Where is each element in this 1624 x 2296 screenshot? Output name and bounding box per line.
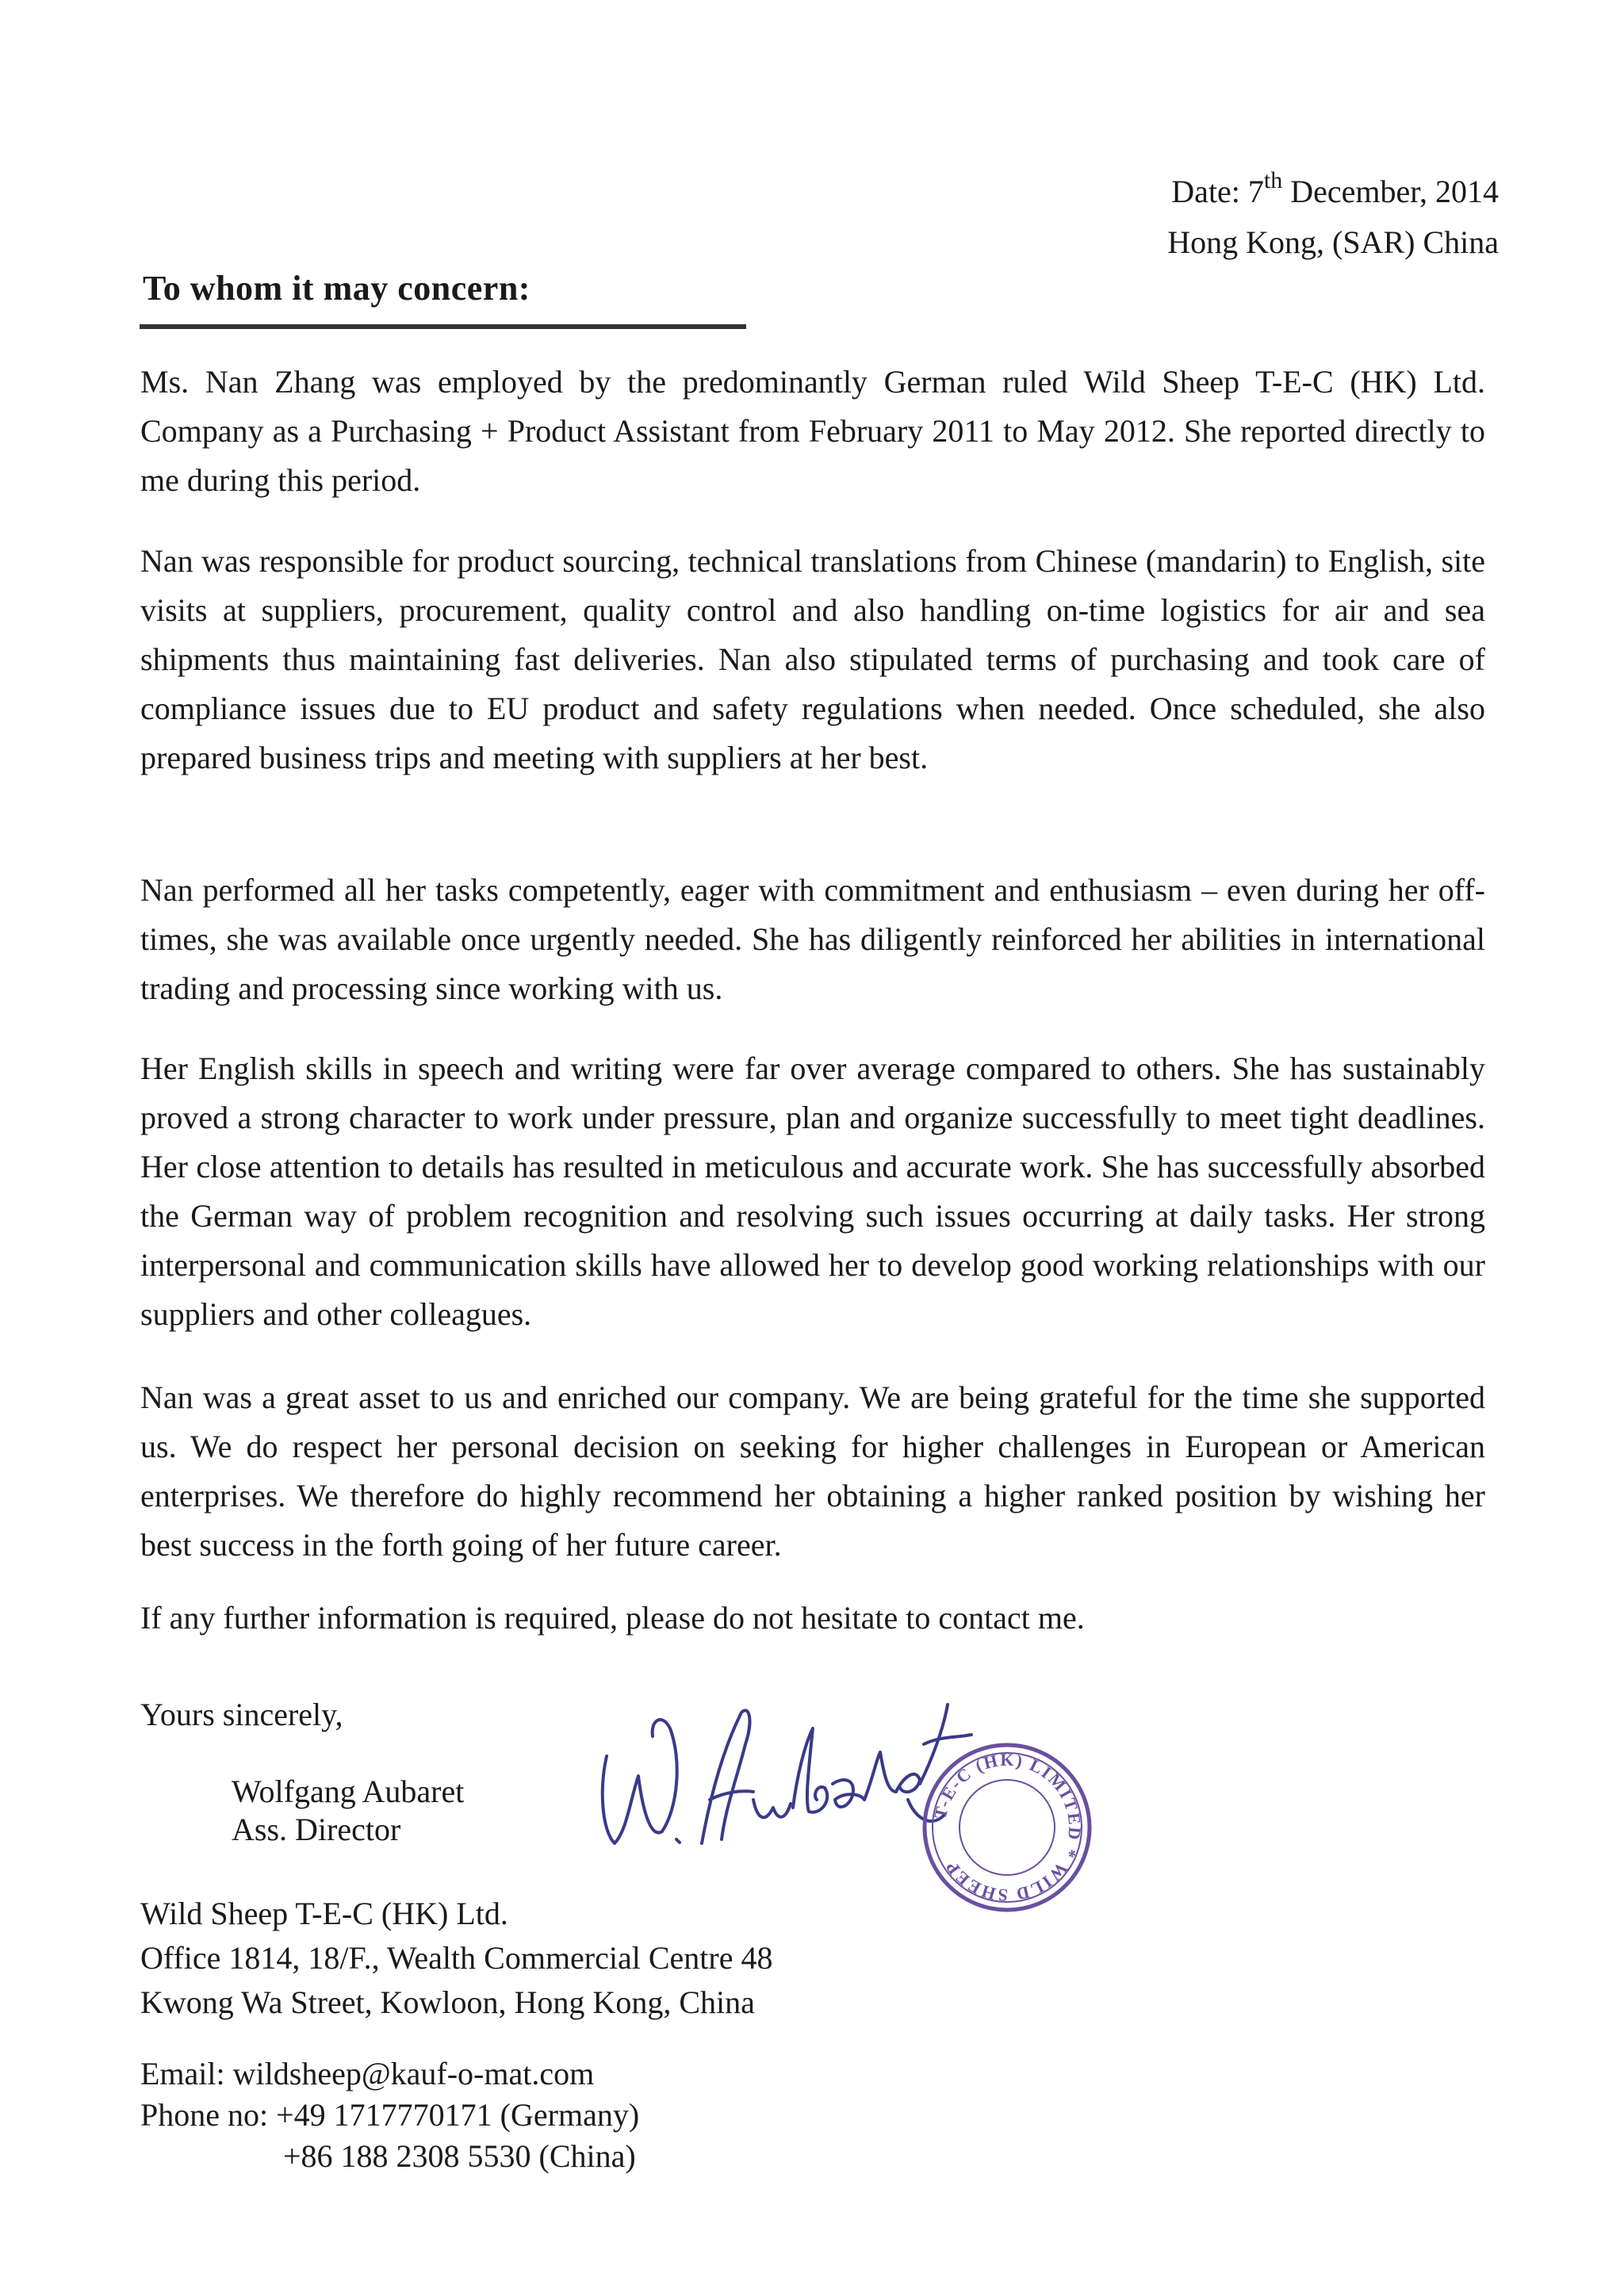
date-block — [1031, 166, 1499, 268]
body-paragraph-2: Nan was responsible for product sourcing, technical translations from Chinese (mandarin) to English, site visits at suppliers, procurement, quality control and also handling on-time logistics for air and sea shipments thus maintaining fast deliveries. Nan also stipulated terms of purchasing and took care of compliance issues due to EU product and safety regulations when needed. Once scheduled, she also prepared business trips and meeting with suppliers at her best. — [140, 543, 1485, 775]
signatory-title: Ass. Director — [232, 1812, 401, 1847]
company-stamp — [920, 1740, 1094, 1915]
contact-phone-germany: Phone no: +49 1717770171 (Germany) — [140, 2097, 640, 2133]
salutation-underline — [140, 324, 746, 329]
body-paragraph-5: Nan was a great asset to us and enriched our company. We are being grateful for the time she supported us. We do respect her personal decision on seeking for higher challenges in European or American enterprises. We therefore do highly recommend her obtaining a higher ranked position by wishing her best success in the forth going of her future career. — [140, 1380, 1485, 1563]
signoff: Yours sincerely, — [140, 1697, 343, 1732]
body-paragraph-3: Nan performed all her tasks competently, eager with commitment and enthusiasm – even during her off-times, she was available once urgently needed. She has diligently reinforced her abilities in international trading and processing since working with us. — [140, 872, 1485, 1006]
closing-note: If any further information is required, please do not hesitate to contact me. — [140, 1600, 1085, 1636]
body-paragraph-4: Her English skills in speech and writing were far over average compared to others. She has sustainably proved a strong character to work under pressure, plan and organize successfully to meet tight deadlines. Her close attention to details has resulted in meticulous and accurate work. She has successfully absorbed the German way of problem recognition and resolving such issues occurring at daily tasks. Her strong interpersonal and communication skills have allowed her to develop good working relationships with our suppliers and other colleagues. — [140, 1050, 1485, 1332]
contact-phone-china: +86 188 2308 5530 (China) — [283, 2138, 636, 2174]
letter-location: Hong Kong, (SAR) China — [1167, 224, 1499, 260]
salutation: To whom it may concern: — [143, 269, 530, 308]
company-address-line-2: Kwong Wa Street, Kowloon, Hong Kong, China — [140, 1984, 755, 2020]
contact-email: Email: wildsheep@kauf-o-mat.com — [140, 2056, 595, 2091]
company-address-line-1: Office 1814, 18/F., Wealth Commercial Centre 48 — [140, 1940, 773, 1976]
letter-date: Date: 7th December, 2014 — [1171, 167, 1499, 209]
body-paragraph-1: Ms. Nan Zhang was employed by the predominantly German ruled Wild Sheep T-E-C (HK) Ltd. Company as a Purchasing + Product Assistant from February 2011 to May 2012. She reported directly to me during this period. — [140, 364, 1485, 498]
company-name: Wild Sheep T-E-C (HK) Ltd. — [140, 1896, 508, 1931]
svg-text:T-E-C (HK) LIMITED * WILD SHEE: T-E-C (HK) LIMITED * WILD SHEEP — [929, 1749, 1086, 1906]
signatory-name: Wolfgang Aubaret — [232, 1774, 465, 1809]
